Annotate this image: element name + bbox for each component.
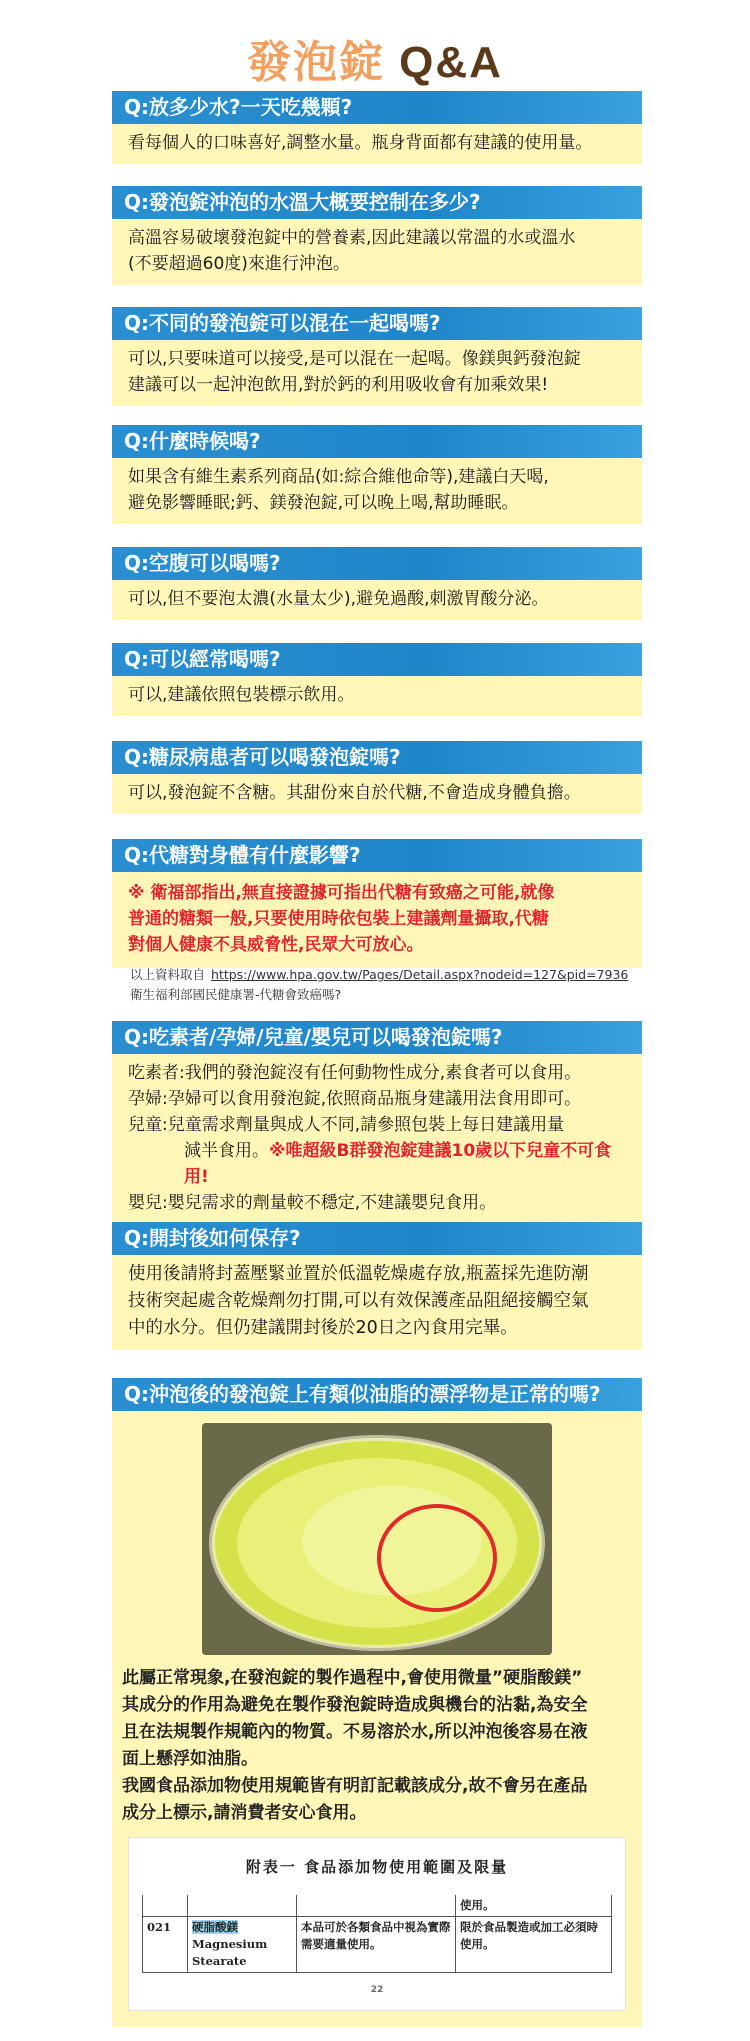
glass-illustration — [202, 1423, 552, 1655]
answer-line: 其成分的作用為避免在製作發泡錠時造成與機台的沾黏,為安全 — [122, 1695, 588, 1715]
qa-block — [112, 425, 642, 524]
question-bar: Q:放多少水?一天吃幾顆? — [112, 91, 642, 124]
question-bar: Q:吃素者/孕婦/兒童/嬰兒可以喝發泡錠嗎? — [112, 1021, 642, 1054]
answer-line: 可以,只要味道可以接受,是可以混在一起喝。像鎂與鈣發泡錠 — [128, 349, 581, 369]
answer-box — [112, 458, 642, 524]
qa-block — [112, 643, 642, 716]
answer-box — [112, 774, 642, 814]
answer-box — [112, 872, 642, 968]
question-bar: Q:可以經常喝嗎? — [112, 643, 642, 676]
answer-line: 技術突起處含乾燥劑勿打開,可以有效保護產品阻絕接觸空氣 — [128, 1291, 589, 1311]
qa-block — [112, 1378, 642, 2027]
answer-line: 面上懸浮如油脂。 — [122, 1749, 258, 1769]
question-bar: Q:代糖對身體有什麼影響? — [112, 839, 642, 872]
highlighted-name: 硬脂酸鎂 — [192, 1920, 238, 1934]
source-note — [130, 965, 628, 1005]
warning-line: 對個人健康不具威脅性,民眾大可放心。 — [128, 935, 424, 955]
answer-box — [112, 124, 642, 164]
question-bar: Q:空腹可以喝嗎? — [112, 547, 642, 580]
answer-line: 避免影響睡眠;鈣、鎂發泡錠,可以晚上喝,幫助睡眠。 — [128, 493, 519, 513]
answer-box — [112, 676, 642, 716]
source-link[interactable]: https://www.hpa.gov.tw/Pages/Detail.aspx?nodeid=127&pid=7936 — [211, 967, 629, 982]
answer-box — [112, 580, 642, 620]
question-bar: Q:不同的發泡錠可以混在一起喝嗎? — [112, 307, 642, 340]
qa-block — [112, 839, 642, 968]
warning-line: 普通的糖類一般,只要使用時依包裝上建議劑量攝取,代糖 — [128, 909, 549, 929]
answer-box — [112, 1054, 642, 1224]
answer-line: 吃素者:我們的發泡錠沒有任何動物性成分,素食者可以食用。 — [128, 1063, 582, 1083]
table-cell: 使用。 — [456, 1895, 612, 1917]
answer-line: 如果含有維生素系列商品(如:綜合維他命等),建議白天喝, — [128, 467, 549, 487]
qa-block — [112, 1222, 642, 1350]
table-row — [143, 1917, 612, 1973]
source-title: 衛生福利部國民健康署-代糖會致癌嗎? — [130, 987, 342, 1002]
answer-line: (不要超過60度)來進行沖泡。 — [128, 254, 350, 274]
page-title — [0, 26, 750, 90]
answer-line: 兒童:兒童需求劑量與成人不同,請參照包裝上每日建議用量 — [128, 1115, 565, 1135]
answer-line: 使用後請將封蓋壓緊並置於低溫乾燥處存放,瓶蓋採先進防潮 — [128, 1264, 589, 1284]
qa-block — [112, 547, 642, 620]
table-cell: 本品可於各類食品中視為實際需要適量使用。 — [297, 1917, 456, 1973]
answer-line: 此屬正常現象,在發泡錠的製作過程中,會使用微量”硬脂酸鎂” — [122, 1668, 583, 1688]
answer-line: 且在法規製作規範內的物質。不易溶於水,所以沖泡後容易在液 — [122, 1722, 588, 1742]
table-title: 附表一 食品添加物使用範圍及限量 — [245, 1858, 509, 1876]
answer-line: 可以,發泡錠不含糖。其甜份來自於代糖,不會造成身體負擔。 — [128, 783, 581, 803]
warning-text: ※唯超級B群發泡錠建議10歲以下兒童不可食用! — [184, 1141, 612, 1187]
title-en: Q&A — [399, 38, 503, 87]
answer-box — [112, 1255, 642, 1350]
product-photo — [202, 1423, 552, 1655]
answer-line: 看每個人的口味喜好,調整水量。瓶身背面都有建議的使用量。 — [128, 133, 593, 153]
qa-block — [112, 1021, 642, 1224]
answer-line: 我國食品添加物使用規範皆有明訂記載該成分,故不會另在產品 — [122, 1776, 588, 1796]
warning-line: ※ 衛福部指出,無直接證據可指出代糖有致癌之可能,就像 — [128, 883, 555, 903]
question-bar: Q:什麼時候喝? — [112, 425, 642, 458]
question-bar: Q:沖泡後的發泡錠上有類似油脂的漂浮物是正常的嗎? — [112, 1378, 642, 1411]
answer-box — [112, 340, 642, 406]
qa-block — [112, 91, 642, 164]
source-label: 以上資料取自 — [130, 967, 206, 982]
answer-line: 可以,但不要泡太濃(水量太少),避免過酸,刺激胃酸分泌。 — [128, 589, 549, 609]
answer-line: 高溫容易破壞發泡錠中的營養素,因此建議以常溫的水或溫水 — [128, 228, 576, 248]
table-cell: 硬脂酸鎂 Magnesium Stearate — [188, 1917, 297, 1973]
question-bar: Q:發泡錠沖泡的水溫大概要控制在多少? — [112, 186, 642, 219]
qa-block — [112, 741, 642, 814]
answer-line: 建議可以一起沖泡飲用,對於鈣的利用吸收會有加乘效果! — [128, 375, 549, 395]
answer-line: 嬰兒:嬰兒需求的劑量較不穩定,不建議嬰兒食用。 — [128, 1193, 497, 1213]
qa-block — [112, 186, 642, 285]
answer-box — [112, 1411, 642, 2027]
answer-line: 可以,建議依照包裝標示飲用。 — [128, 685, 355, 705]
title-zh: 發泡錠 — [247, 37, 386, 88]
table-cell: 021 — [143, 1917, 188, 1973]
regulation-table-excerpt — [128, 1837, 626, 2011]
answer-line: 孕婦:孕婦可以食用發泡錠,依照商品瓶身建議用法食用即可。 — [128, 1089, 582, 1109]
qa-block — [112, 307, 642, 406]
additive-table — [142, 1895, 612, 1973]
table-cell: 限於食品製造或加工必須時使用。 — [456, 1917, 612, 1973]
question-bar: Q:糖尿病患者可以喝發泡錠嗎? — [112, 741, 642, 774]
question-bar: Q:開封後如何保存? — [112, 1222, 642, 1255]
page-number: 22 — [370, 1985, 384, 1995]
answer-line: 中的水分。但仍建議開封後於20日之內食用完畢。 — [128, 1318, 518, 1338]
answer-line: 成分上標示,請消費者安心食用。 — [122, 1803, 367, 1823]
answer-box — [112, 219, 642, 285]
answer-line: 減半食用。※唯超級B群發泡錠建議10歲以下兒童不可食用! — [184, 1141, 612, 1187]
table-row — [143, 1895, 612, 1917]
